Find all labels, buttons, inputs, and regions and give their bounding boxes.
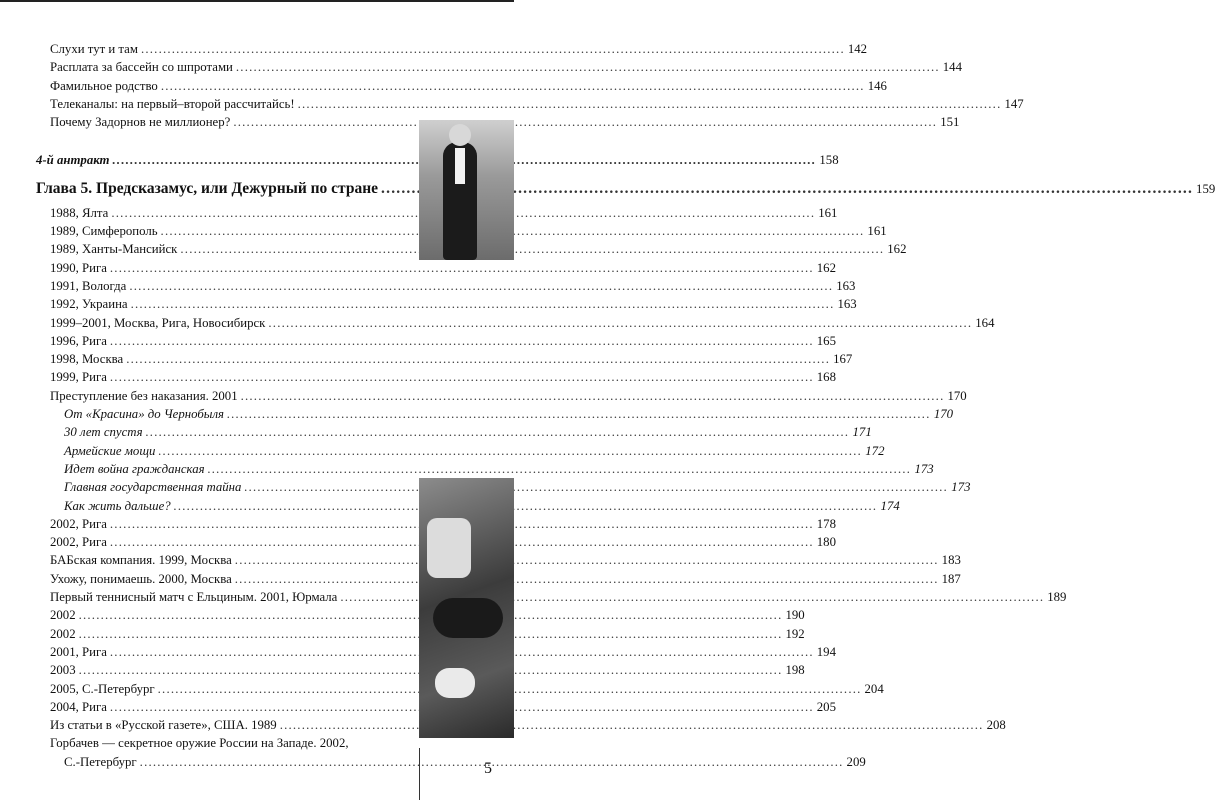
toc-entry xyxy=(36,40,868,58)
toc-entry-page: 144 xyxy=(942,60,962,75)
dot-leader xyxy=(146,423,850,441)
toc-subentry-page: 173 xyxy=(951,480,971,495)
photo-sneaker-shape xyxy=(435,668,475,698)
toc-entry-title-line2: С.-Петербург xyxy=(64,754,137,769)
toc-entry-page: 162 xyxy=(887,242,907,257)
toc-entry-title: 2004, Рига xyxy=(50,699,107,714)
toc-entry xyxy=(36,77,887,95)
toc-subentry-page: 173 xyxy=(914,461,934,476)
dot-leader xyxy=(110,368,814,386)
toc-entry-title: 1999–2001, Москва, Рига, Новосибирск xyxy=(50,315,266,330)
toc-entry-page: 187 xyxy=(941,571,961,586)
toc-subentry-page: 170 xyxy=(933,407,954,422)
toc-entry xyxy=(36,570,961,588)
toc-entry-page: 163 xyxy=(837,297,857,312)
photo-shadow-shape xyxy=(433,598,503,638)
photo-tennis-player xyxy=(419,478,514,738)
photo-shirt-shape xyxy=(455,148,465,184)
toc-entry-title: Слухи тут и там xyxy=(50,42,138,56)
page-top-border xyxy=(0,0,514,2)
intermission-page: 158 xyxy=(819,153,839,168)
toc-entry-page: 183 xyxy=(941,553,961,568)
dot-leader xyxy=(241,387,945,405)
dot-leader xyxy=(298,95,1002,113)
photo-head-shape xyxy=(449,124,471,146)
toc-entry-title: 1992, Украина xyxy=(50,297,128,312)
toc-entry xyxy=(36,368,836,386)
dot-leader xyxy=(180,240,884,258)
dot-leader xyxy=(280,716,984,734)
toc-entry-page: 189 xyxy=(1047,590,1067,605)
toc-entry-page: 151 xyxy=(940,115,960,130)
toc-entry-title: 1996, Рига xyxy=(50,333,107,348)
toc-entry xyxy=(36,698,836,716)
toc-entry-page: 209 xyxy=(846,754,866,769)
toc-entry-page: 146 xyxy=(867,78,887,93)
toc-entry-page: 168 xyxy=(816,370,836,385)
toc-subentry-title: От «Красина» до Чернобыля xyxy=(64,407,224,422)
toc-subentry xyxy=(36,423,872,441)
toc-subentry-title: Армейские мощи xyxy=(64,443,156,458)
toc-entry-title: 2003 xyxy=(50,663,76,678)
toc-entry xyxy=(36,387,967,405)
toc-entry-title: 2001, Рига xyxy=(50,644,107,659)
dot-leader xyxy=(208,460,912,478)
dot-leader xyxy=(233,113,937,131)
toc-entry-title: 2002, Рига xyxy=(50,535,107,550)
toc-subentry-title: Главная государственная тайна xyxy=(64,480,242,495)
toc-subentry xyxy=(36,460,934,478)
toc-entry xyxy=(36,533,836,551)
toc-subentry-page: 171 xyxy=(852,425,872,440)
toc-entry xyxy=(36,204,838,222)
toc-entry-title: 1998, Москва xyxy=(50,352,124,367)
toc-entry xyxy=(36,277,856,295)
toc-subentry-title: Как жить дальше? xyxy=(64,498,171,513)
toc-entry xyxy=(36,551,961,569)
toc-entry xyxy=(36,295,857,313)
toc-entry-title: 2002, Рига xyxy=(50,516,107,531)
photo-highlight-shape xyxy=(427,518,471,578)
toc-entry-title: 2005, С.-Петербург xyxy=(50,681,155,696)
page-number: 5 xyxy=(484,760,492,777)
toc-subentry-page: 174 xyxy=(880,498,900,513)
toc-entry xyxy=(36,259,836,277)
dot-leader xyxy=(235,570,939,588)
toc-subentry-title: Идет война гражданская xyxy=(64,461,205,476)
toc-entry-page: 205 xyxy=(816,699,836,714)
toc-entry xyxy=(36,314,995,332)
toc-entry-page: 162 xyxy=(816,260,836,275)
toc-entry-title: 1991, Вологда xyxy=(50,278,127,293)
toc-entry-title: 1989, Симферополь xyxy=(50,224,158,239)
dot-leader xyxy=(174,497,878,515)
toc-entry-title: Ухожу, понимаешь. 2000, Москва xyxy=(50,571,232,586)
toc-entry xyxy=(36,515,836,533)
dot-leader xyxy=(158,442,862,460)
toc-entry xyxy=(36,643,836,661)
chapter-title: Глава 5. Предсказамус, или Дежурный по стране xyxy=(36,179,379,197)
toc-entry-page: 165 xyxy=(816,333,836,348)
toc-intermission xyxy=(36,151,839,169)
toc-entry-title: 2002 xyxy=(50,626,76,641)
toc-entry-title: 2002 xyxy=(50,608,76,623)
dot-leader xyxy=(126,350,830,368)
toc-entry-multiline xyxy=(36,734,866,771)
toc-entry xyxy=(36,606,805,624)
toc-entry-page: 180 xyxy=(816,535,836,550)
toc-entry-page: 161 xyxy=(818,205,838,220)
toc-entry xyxy=(36,113,960,131)
toc-entry-title: 1990, Рига xyxy=(50,260,107,275)
toc-entry-title: 1999, Рига xyxy=(50,370,107,385)
toc-entry-page: 164 xyxy=(975,315,995,330)
toc-entry xyxy=(36,588,1067,606)
toc-entry-title: Расплата за бассейн со шпротами xyxy=(50,60,233,75)
toc-entry-page: 167 xyxy=(833,352,853,367)
dot-leader xyxy=(110,332,814,350)
toc-entry-page: 204 xyxy=(864,681,884,696)
page-number-divider xyxy=(419,748,420,800)
toc-entry xyxy=(36,661,805,679)
toc-entry-page: 194 xyxy=(816,644,836,659)
toc-chapter-heading xyxy=(36,179,1215,204)
dot-leader xyxy=(235,551,939,569)
intermission-title: 4-й антракт xyxy=(36,153,110,168)
toc-entry-title: Преступление без наказания. 2001 xyxy=(50,388,238,403)
toc-entry xyxy=(36,680,884,698)
toc-subentry xyxy=(36,442,885,460)
toc-entry-page: 208 xyxy=(986,718,1006,733)
toc-entry-title: Первый теннисный матч с Ельциным. 2001, Юрмала xyxy=(50,590,338,605)
toc-entry-page: 178 xyxy=(816,516,836,531)
dot-leader xyxy=(131,295,835,313)
toc-entry-page: 170 xyxy=(947,388,967,403)
toc-entry-page: 142 xyxy=(847,42,868,56)
toc-entry-page: 147 xyxy=(1004,96,1024,111)
dot-leader xyxy=(227,405,931,423)
table-of-contents xyxy=(36,40,1215,771)
dot-leader xyxy=(236,58,940,76)
toc-entry-page: 198 xyxy=(785,663,805,678)
toc-entry-title-line1: Горбачев — секретное оружие России на Западе. 2002, xyxy=(50,736,349,751)
toc-entry-title: 1989, Ханты-Мансийск xyxy=(50,242,178,257)
toc-entry-title: Почему Задорнов не миллионер? xyxy=(50,115,231,130)
dot-leader xyxy=(129,277,833,295)
toc-entry-title: Из статьи в «Русской газете», США. 1989 xyxy=(50,718,277,733)
toc-entry xyxy=(36,240,907,258)
toc-subentry xyxy=(36,497,900,515)
toc-entry-page: 192 xyxy=(785,626,805,641)
toc-entry xyxy=(36,716,1006,734)
toc-spacer xyxy=(36,131,412,145)
toc-entry-page: 163 xyxy=(836,278,856,293)
dot-leader xyxy=(141,40,845,58)
dot-leader xyxy=(268,314,972,332)
toc-entry xyxy=(36,332,836,350)
toc-entry-title: БАБская компания. 1999, Москва xyxy=(50,553,232,568)
toc-entry xyxy=(36,58,962,76)
toc-subentry xyxy=(36,405,954,423)
toc-entry-title: Фамильное родство xyxy=(50,78,158,93)
toc-entry-title: Телеканалы: на первый–второй рассчитайсь! xyxy=(50,96,295,111)
toc-entry-continuation xyxy=(50,753,866,771)
toc-subentry-page: 172 xyxy=(865,443,885,458)
photo-man-in-suit xyxy=(419,120,514,260)
dot-leader xyxy=(110,259,814,277)
toc-entry xyxy=(36,95,1024,113)
toc-entry xyxy=(36,350,853,368)
dot-leader xyxy=(244,478,948,496)
toc-entry xyxy=(36,222,887,240)
dot-leader xyxy=(161,77,865,95)
toc-entry-page: 190 xyxy=(785,608,805,623)
toc-subentry xyxy=(36,478,971,496)
toc-subentry-title: 30 лет спустя xyxy=(64,425,143,440)
toc-entry-page: 161 xyxy=(867,224,887,239)
chapter-page: 159 xyxy=(1196,181,1215,196)
toc-entry xyxy=(36,625,805,643)
toc-entry-title: 1988, Ялта xyxy=(50,205,109,220)
